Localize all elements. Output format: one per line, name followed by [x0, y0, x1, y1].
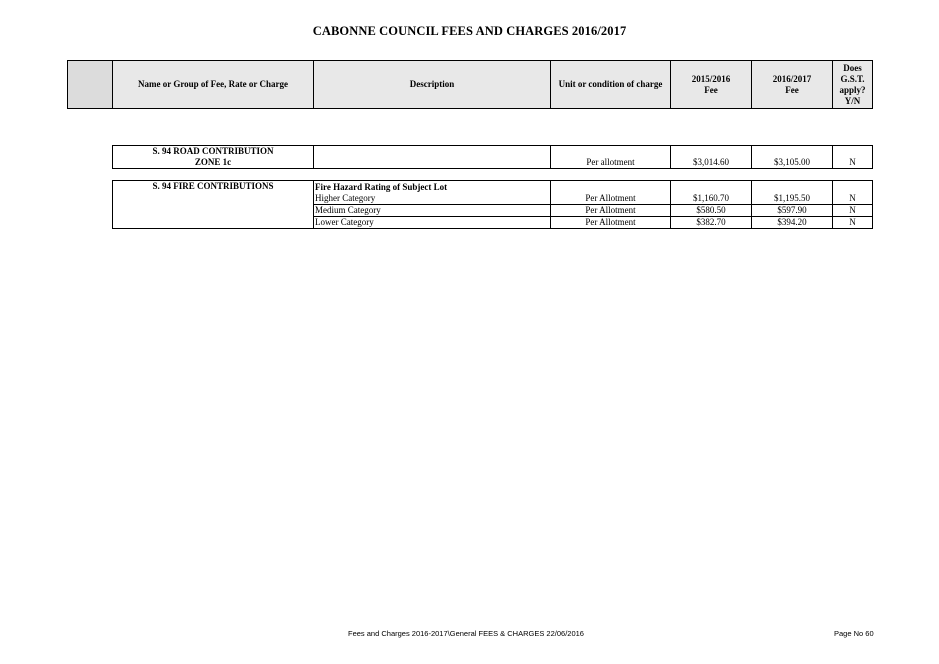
header-gst-line: Does: [843, 62, 862, 73]
header-gst-line: G.S.T.: [840, 73, 865, 84]
fee-group-name: [113, 146, 314, 169]
fee-2016-cell: $1,195.50: [752, 193, 833, 205]
unit-cell: Per Allotment: [551, 217, 671, 229]
description-cell: Lower Category: [314, 217, 551, 229]
column-header-table: [67, 60, 873, 109]
unit-cell: [551, 181, 671, 193]
footer-page-number: Page No 60: [834, 629, 874, 638]
description-cell: [314, 146, 551, 169]
fee-2016-cell: $394.20: [752, 217, 833, 229]
unit-cell: Per allotment: [551, 146, 671, 169]
fee-group-name-line: S. 94 ROAD CONTRIBUTION: [152, 146, 274, 156]
description-cell: Medium Category: [314, 205, 551, 217]
fee-2016-cell: $597.90: [752, 205, 833, 217]
header-description-column: Description: [314, 61, 551, 109]
unit-cell: Per Allotment: [551, 205, 671, 217]
fee-2015-cell: [671, 181, 752, 193]
gst-cell: N: [833, 217, 873, 229]
document-title: CABONNE COUNCIL FEES AND CHARGES 2016/2017: [312, 24, 627, 38]
fire-contributions-table: [112, 180, 873, 229]
table-row: [113, 146, 873, 169]
header-fee-2016-year: 2016/2017: [772, 73, 812, 84]
footer-file-path: Fees and Charges 2016-2017\General FEES & CHARGES 22/06/2016: [348, 629, 584, 638]
gst-cell: N: [833, 193, 873, 205]
fee-2015-cell: $3,014.60: [671, 146, 752, 169]
header-gst-line: apply?: [839, 84, 866, 95]
fee-2016-cell: $3,105.00: [752, 146, 833, 169]
gst-cell: [833, 181, 873, 193]
fee-2015-cell: $382.70: [671, 217, 752, 229]
header-gst-line: Y/N: [844, 95, 861, 106]
header-gst-column: [833, 61, 873, 109]
header-unit-column: Unit or condition of charge: [551, 61, 671, 109]
header-fee-2016-column: [752, 61, 833, 109]
table-row: [113, 181, 873, 193]
header-blank-cell: [68, 61, 113, 109]
fee-group-name: S. 94 FIRE CONTRIBUTIONS: [113, 181, 314, 229]
header-fee-2015-label: Fee: [704, 84, 718, 95]
header-name-column: Name or Group of Fee, Rate or Charge: [113, 61, 314, 109]
fee-2015-cell: $580.50: [671, 205, 752, 217]
fee-group-name-line: ZONE 1c: [194, 157, 232, 167]
gst-cell: N: [833, 146, 873, 169]
road-contribution-table: [112, 145, 873, 169]
description-cell: Higher Category: [314, 193, 551, 205]
gst-cell: N: [833, 205, 873, 217]
fee-2016-cell: [752, 181, 833, 193]
unit-cell: Per Allotment: [551, 193, 671, 205]
header-fee-2015-year: 2015/2016: [691, 73, 731, 84]
header-fee-2016-label: Fee: [785, 84, 799, 95]
fee-2015-cell: $1,160.70: [671, 193, 752, 205]
subheading-cell: Fire Hazard Rating of Subject Lot: [314, 181, 551, 193]
header-fee-2015-column: [671, 61, 752, 109]
